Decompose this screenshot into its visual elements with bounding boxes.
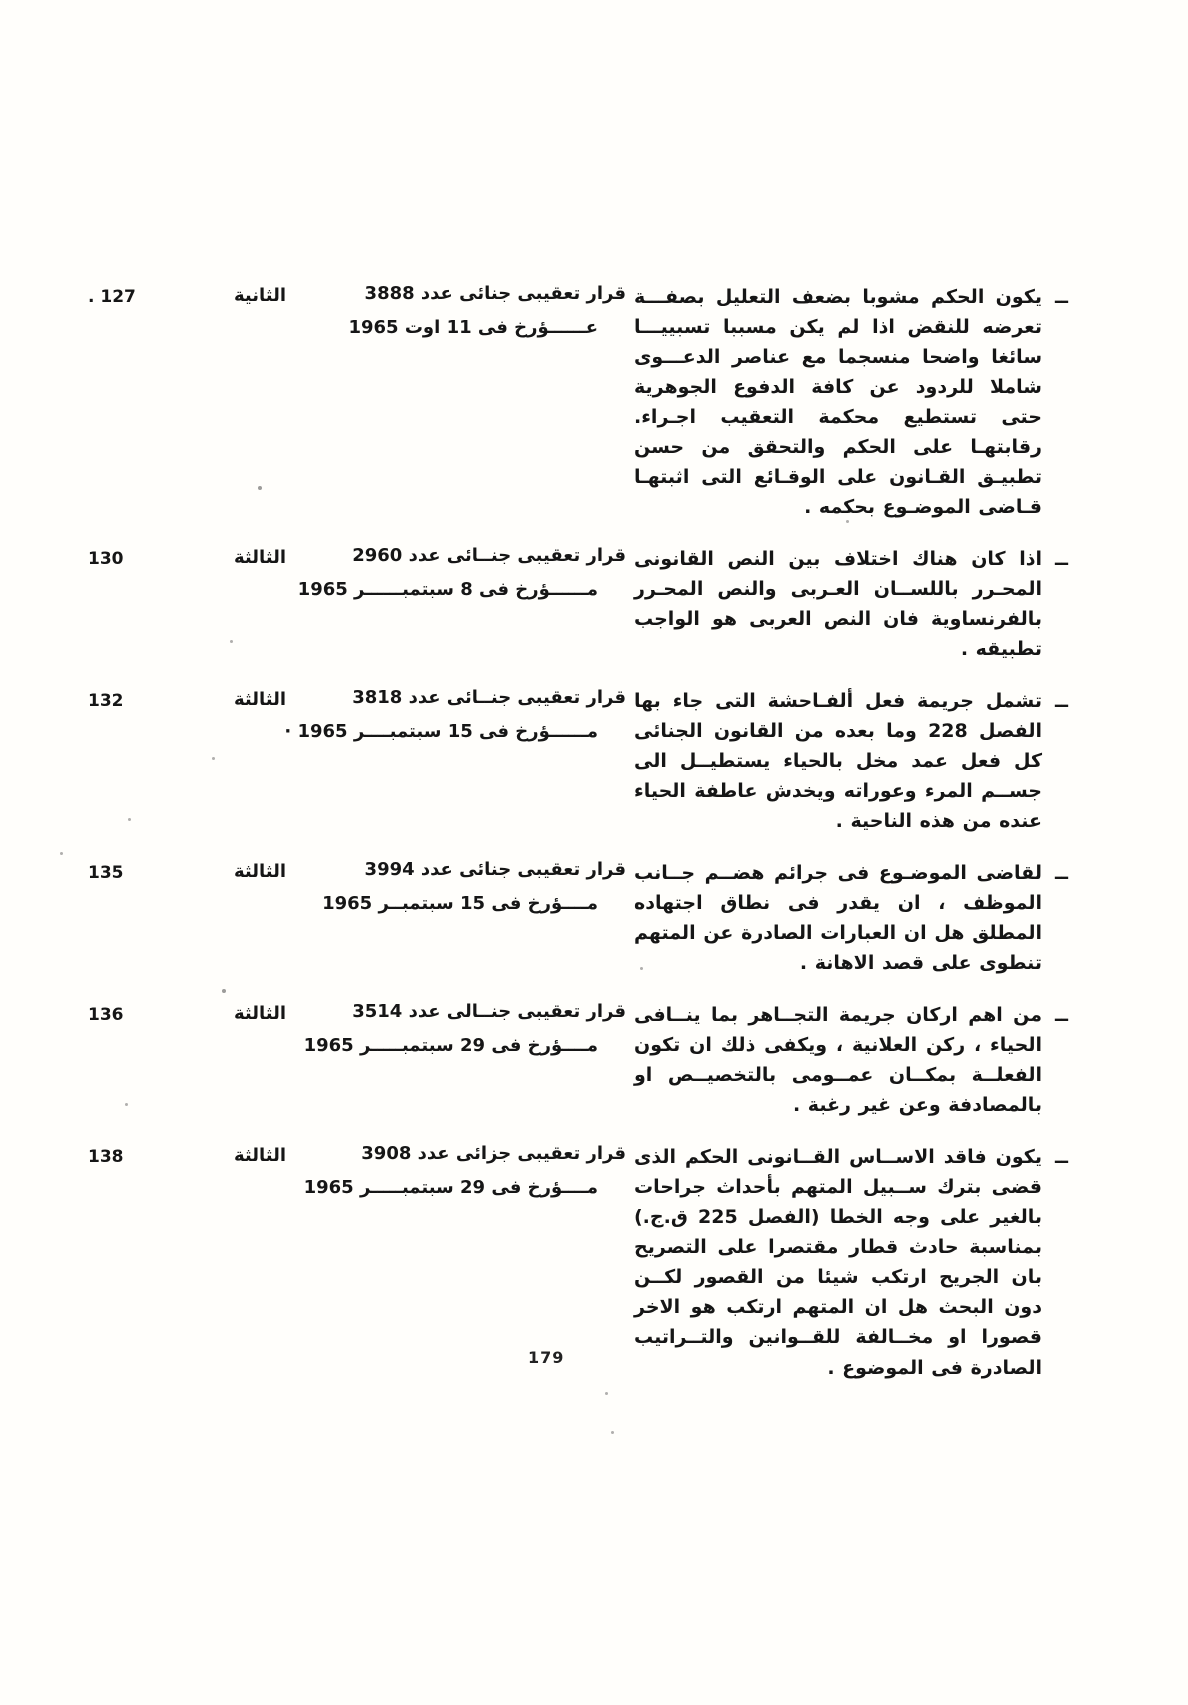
decision-ref bbox=[286, 282, 626, 351]
page-ref: 136 bbox=[88, 1005, 124, 1026]
decision-title: قرار تعقيبى جنائى عدد 3888 bbox=[364, 283, 626, 304]
table-row bbox=[78, 282, 1068, 522]
decision-ref bbox=[286, 544, 626, 613]
scan-speck bbox=[611, 1431, 614, 1434]
scan-speck bbox=[230, 640, 233, 643]
summary-text: من اهم اركان جريمة التجــاهر بما ينــافى الحياء ، ركن العلانية ، ويكفى ذلك ان تكون الفعلــة بمكــان عمــومى بالتخصيــص او بالمصادفة وعن غير رغبة . bbox=[634, 1004, 1042, 1117]
decision-title: قرار تعقيبى جنائى عدد 3994 bbox=[364, 859, 626, 881]
decision-title: قرار تعقيبى جنــائى عدد 2960 bbox=[352, 545, 626, 567]
summary-text: يكون فاقد الاســاس القــانونى الحكم الذى قضى بترك ســبيل المتهم بأحداث جراحات بالغير على وجه الخطا (الفصل 225 ق.ج.) بمناسبة حادث قطار مقتصرا على التصريح بان الجريح ارتكب شيئا من القصور لكــن دون البحث هل ان المتهم ارتكب هو الاخر قصورا او مخــالفة للقــوانين والتــراتيب الصادرة فى الموضوع . bbox=[634, 1146, 1042, 1379]
decision-ref bbox=[286, 1000, 626, 1069]
dash-marker: ــ bbox=[1055, 548, 1068, 571]
decision-date: مــــــؤرخ فى 15 سبتمبــــر 1965 · bbox=[284, 721, 598, 743]
decision-date: عــــــؤرخ فى 11 اوت 1965 bbox=[348, 317, 598, 338]
summary-cell bbox=[626, 858, 1068, 978]
summary-cell bbox=[626, 686, 1068, 836]
chamber-label: الثانية bbox=[233, 285, 286, 306]
decisions-table bbox=[78, 282, 1068, 1405]
page-ref: 130 bbox=[88, 549, 124, 570]
dash-marker: ــ bbox=[1055, 286, 1068, 308]
scan-speck bbox=[605, 1392, 608, 1395]
decision-ref bbox=[286, 858, 626, 927]
decision-title: قرار تعقيبى جنــالى عدد 3514 bbox=[352, 1001, 626, 1023]
scan-speck bbox=[125, 1103, 128, 1106]
table-row bbox=[78, 686, 1068, 836]
table-row bbox=[78, 1142, 1068, 1382]
page-ref: 132 bbox=[88, 691, 124, 712]
chamber-label: الثالثة bbox=[233, 689, 286, 711]
chamber-label: الثالثة bbox=[233, 861, 286, 883]
scan-speck bbox=[128, 818, 131, 821]
summary-cell bbox=[626, 544, 1068, 664]
summary-cell bbox=[626, 282, 1068, 522]
summary-text: يكون الحكم مشوبا بضعف التعليل بصفـــة تعرضه للنقض اذا لم يكن مسببا تسبييـــا سائغا واضحا منسجما مع عناصر الدعـــوى شاملا للردود عن كافة الدفوع الجوهرية حتى تستطيع محكمة التعقيب اجـراء. رقابتهـا على الحكم والتحقق من حسن تطبيـق القـانون على الوقـائع التى اثبتهـا قـاضى الموضـوع بحكمه . bbox=[634, 286, 1042, 519]
page-ref: . 127 bbox=[88, 287, 136, 307]
scan-speck bbox=[846, 520, 849, 523]
scan-speck bbox=[60, 852, 63, 855]
summary-text: لقاضى الموضـوع فى جرائم هضــم جــانب الموظف ، ان يقدر فى نطاق اجتهاده المطلق هل ان العبارات الصادرة عن المتهم تنطوى على قصد الاهانة . bbox=[634, 862, 1042, 975]
chamber-label: الثالثة bbox=[233, 547, 286, 569]
table-row bbox=[78, 858, 1068, 978]
dash-marker: ــ bbox=[1055, 1146, 1068, 1169]
chamber-label: الثالثة bbox=[233, 1145, 286, 1167]
decision-title: قرار تعقيبى جنــائى عدد 3818 bbox=[352, 687, 626, 709]
summary-text: تشمل جريمة فعل ألفـاحشة التى جاء بها الفصل 228 وما بعده من القانون الجنائى كل فعل عمد مخل بالحياء يستطيــل الى جســم المرء وعوراته ويخدش عاطفة الحياء عنده من هذه الناحية . bbox=[634, 690, 1042, 833]
page-number: 179 bbox=[528, 1348, 565, 1367]
scan-speck bbox=[222, 989, 226, 993]
page-ref: 138 bbox=[88, 1147, 124, 1168]
dash-marker: ــ bbox=[1055, 862, 1068, 885]
decision-date: مــــــؤرخ فى 8 سبتمبــــــر 1965 bbox=[297, 579, 598, 601]
decision-title: قرار تعقيبى جزائى عدد 3908 bbox=[361, 1143, 626, 1165]
dash-marker: ــ bbox=[1055, 690, 1068, 713]
scan-speck bbox=[640, 967, 643, 970]
decision-date: مــــؤرخ فى 29 سبتمبـــــر 1965 bbox=[303, 1035, 598, 1057]
dash-marker: ــ bbox=[1055, 1004, 1068, 1027]
summary-cell bbox=[626, 1142, 1068, 1382]
decision-date: مــــؤرخ فى 29 سبتمبـــــر 1965 bbox=[303, 1177, 598, 1199]
table-row bbox=[78, 1000, 1068, 1120]
decision-ref bbox=[286, 1142, 626, 1211]
table-row bbox=[78, 544, 1068, 664]
decision-ref bbox=[286, 686, 626, 755]
decision-date: مــــؤرخ فى 15 سبتمبــر 1965 bbox=[322, 893, 598, 915]
chamber-label: الثالثة bbox=[233, 1003, 286, 1025]
summary-text: اذا كان هناك اختلاف بين النص القانونى المحـرر باللســان العـربى والنص المحـرر بالفرنساوية فان النص العربى هو الواجب تطبيقه . bbox=[634, 548, 1042, 661]
scan-speck bbox=[212, 757, 215, 760]
scan-speck bbox=[258, 486, 262, 490]
summary-cell bbox=[626, 1000, 1068, 1120]
page-ref: 135 bbox=[88, 863, 124, 884]
